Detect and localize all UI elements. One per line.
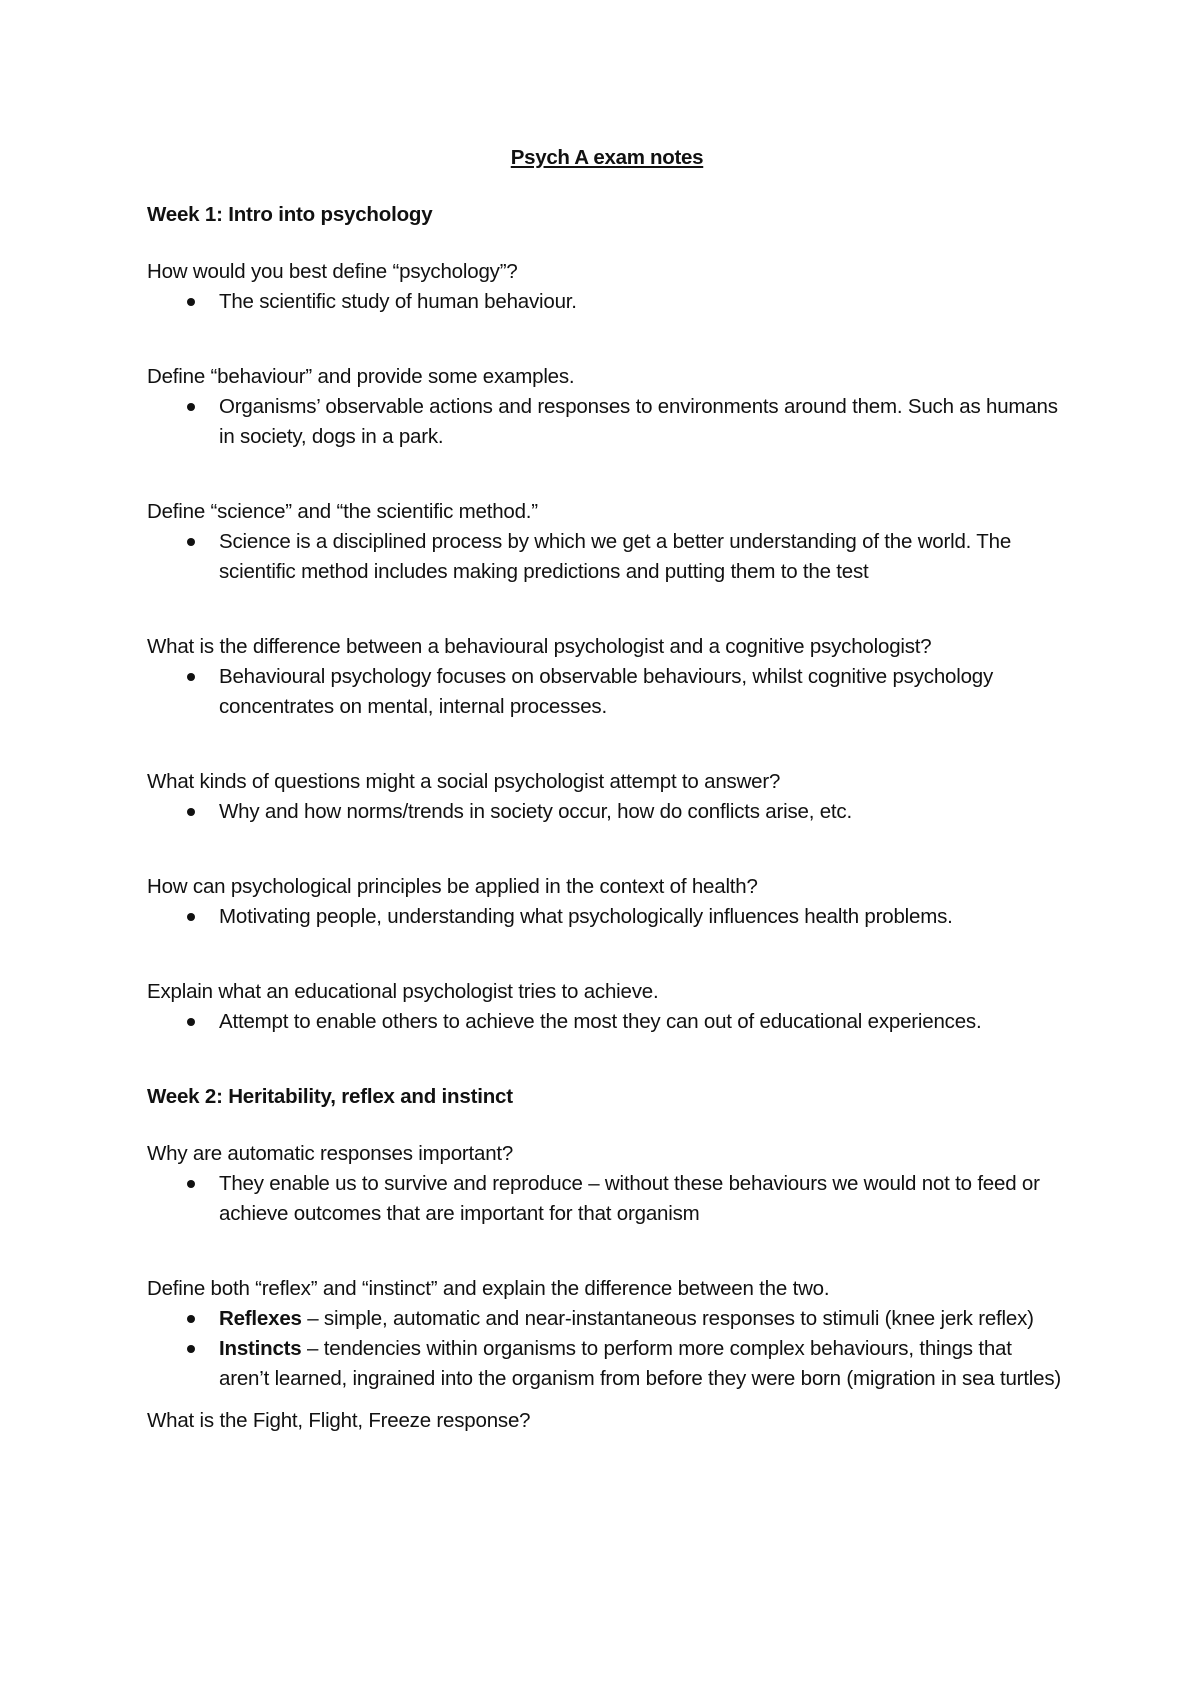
question: What is the difference between a behavioural psychologist and a cognitive psychologist? <box>147 635 932 658</box>
qa-item <box>147 1274 1067 1394</box>
answer-text: They enable us to survive and reproduce – without these behaviours we would not to feed or achieve outcomes that are important for that organism <box>219 1172 1040 1225</box>
answer-item <box>147 1007 1067 1037</box>
answer-list <box>147 392 1067 452</box>
answer-text: Attempt to enable others to achieve the most they can out of educational experiences. <box>219 1010 982 1033</box>
question: Define “behaviour” and provide some examples. <box>147 365 575 388</box>
question: Define both “reflex” and “instinct” and explain the difference between the two. <box>147 1277 830 1300</box>
question: Explain what an educational psychologist tries to achieve. <box>147 980 659 1003</box>
answer-text: Why and how norms/trends in society occur, how do conflicts arise, etc. <box>219 800 852 823</box>
question: How can psychological principles be applied in the context of health? <box>147 875 758 898</box>
answer-item <box>147 287 1067 317</box>
qa-item <box>147 872 1067 932</box>
answer-text: – tendencies within organisms to perform more complex behaviours, things that aren’t learned, ingrained into the organism from before they were born (migration in sea turtles) <box>219 1337 1062 1390</box>
bullet-icon <box>187 1345 195 1353</box>
term-reflexes: Reflexes <box>219 1307 302 1330</box>
question: What kinds of questions might a social psychologist attempt to answer? <box>147 770 781 793</box>
bullet-icon <box>187 808 195 816</box>
qa-item <box>147 1139 1067 1229</box>
bullet-icon <box>187 403 195 411</box>
answer-list <box>147 287 1067 317</box>
answer-text: The scientific study of human behaviour. <box>219 290 577 313</box>
answer-list <box>147 797 1067 827</box>
answer-text: Behavioural psychology focuses on observable behaviours, whilst cognitive psychology concentrates on mental, internal processes. <box>219 665 994 718</box>
answer-item <box>147 1334 1067 1394</box>
qa-item <box>147 632 1067 722</box>
answer-item <box>147 1304 1067 1334</box>
question: What is the Fight, Flight, Freeze response? <box>147 1409 531 1432</box>
question: How would you best define “psychology”? <box>147 260 518 283</box>
qa-item <box>147 257 1067 317</box>
answer-text: Motivating people, understanding what psychologically influences health problems. <box>219 905 953 928</box>
answer-text: Science is a disciplined process by which we get a better understanding of the world. The scientific method includes making predictions and putting them to the test <box>219 530 1012 583</box>
bullet-icon <box>187 913 195 921</box>
qa-item <box>147 767 1067 827</box>
bullet-icon <box>187 538 195 546</box>
document-page <box>147 143 1067 1481</box>
term-instincts: Instincts <box>219 1337 302 1360</box>
question: Define “science” and “the scientific method.” <box>147 500 538 523</box>
answer-list <box>147 1007 1067 1037</box>
answer-item <box>147 902 1067 932</box>
answer-list <box>147 1304 1067 1394</box>
bullet-icon <box>187 673 195 681</box>
bullet-icon <box>187 298 195 306</box>
week-heading: Week 2: Heritability, reflex and instinct <box>147 1085 513 1108</box>
qa-item <box>147 497 1067 587</box>
answer-item <box>147 662 1067 722</box>
answer-text: Organisms’ observable actions and responses to environments around them. Such as humans in society, dogs in a park. <box>219 395 1058 448</box>
answer-list <box>147 527 1067 587</box>
answer-item <box>147 797 1067 827</box>
document-title: Psych A exam notes <box>510 146 704 169</box>
answer-list <box>147 1169 1067 1229</box>
qa-item <box>147 977 1067 1037</box>
answer-item <box>147 527 1067 587</box>
answer-item <box>147 392 1067 452</box>
answer-item <box>147 1169 1067 1229</box>
answer-text: – simple, automatic and near-instantaneous responses to stimuli (knee jerk reflex) <box>301 1307 1034 1330</box>
week-2-section <box>147 1082 1067 1436</box>
bullet-icon <box>187 1315 195 1323</box>
answer-list <box>147 662 1067 722</box>
bullet-icon <box>187 1018 195 1026</box>
qa-item <box>147 1406 1067 1436</box>
week-heading: Week 1: Intro into psychology <box>147 203 433 226</box>
week-1-section <box>147 200 1067 1037</box>
qa-item <box>147 362 1067 452</box>
question: Why are automatic responses important? <box>147 1142 514 1165</box>
answer-list <box>147 902 1067 932</box>
bullet-icon <box>187 1180 195 1188</box>
